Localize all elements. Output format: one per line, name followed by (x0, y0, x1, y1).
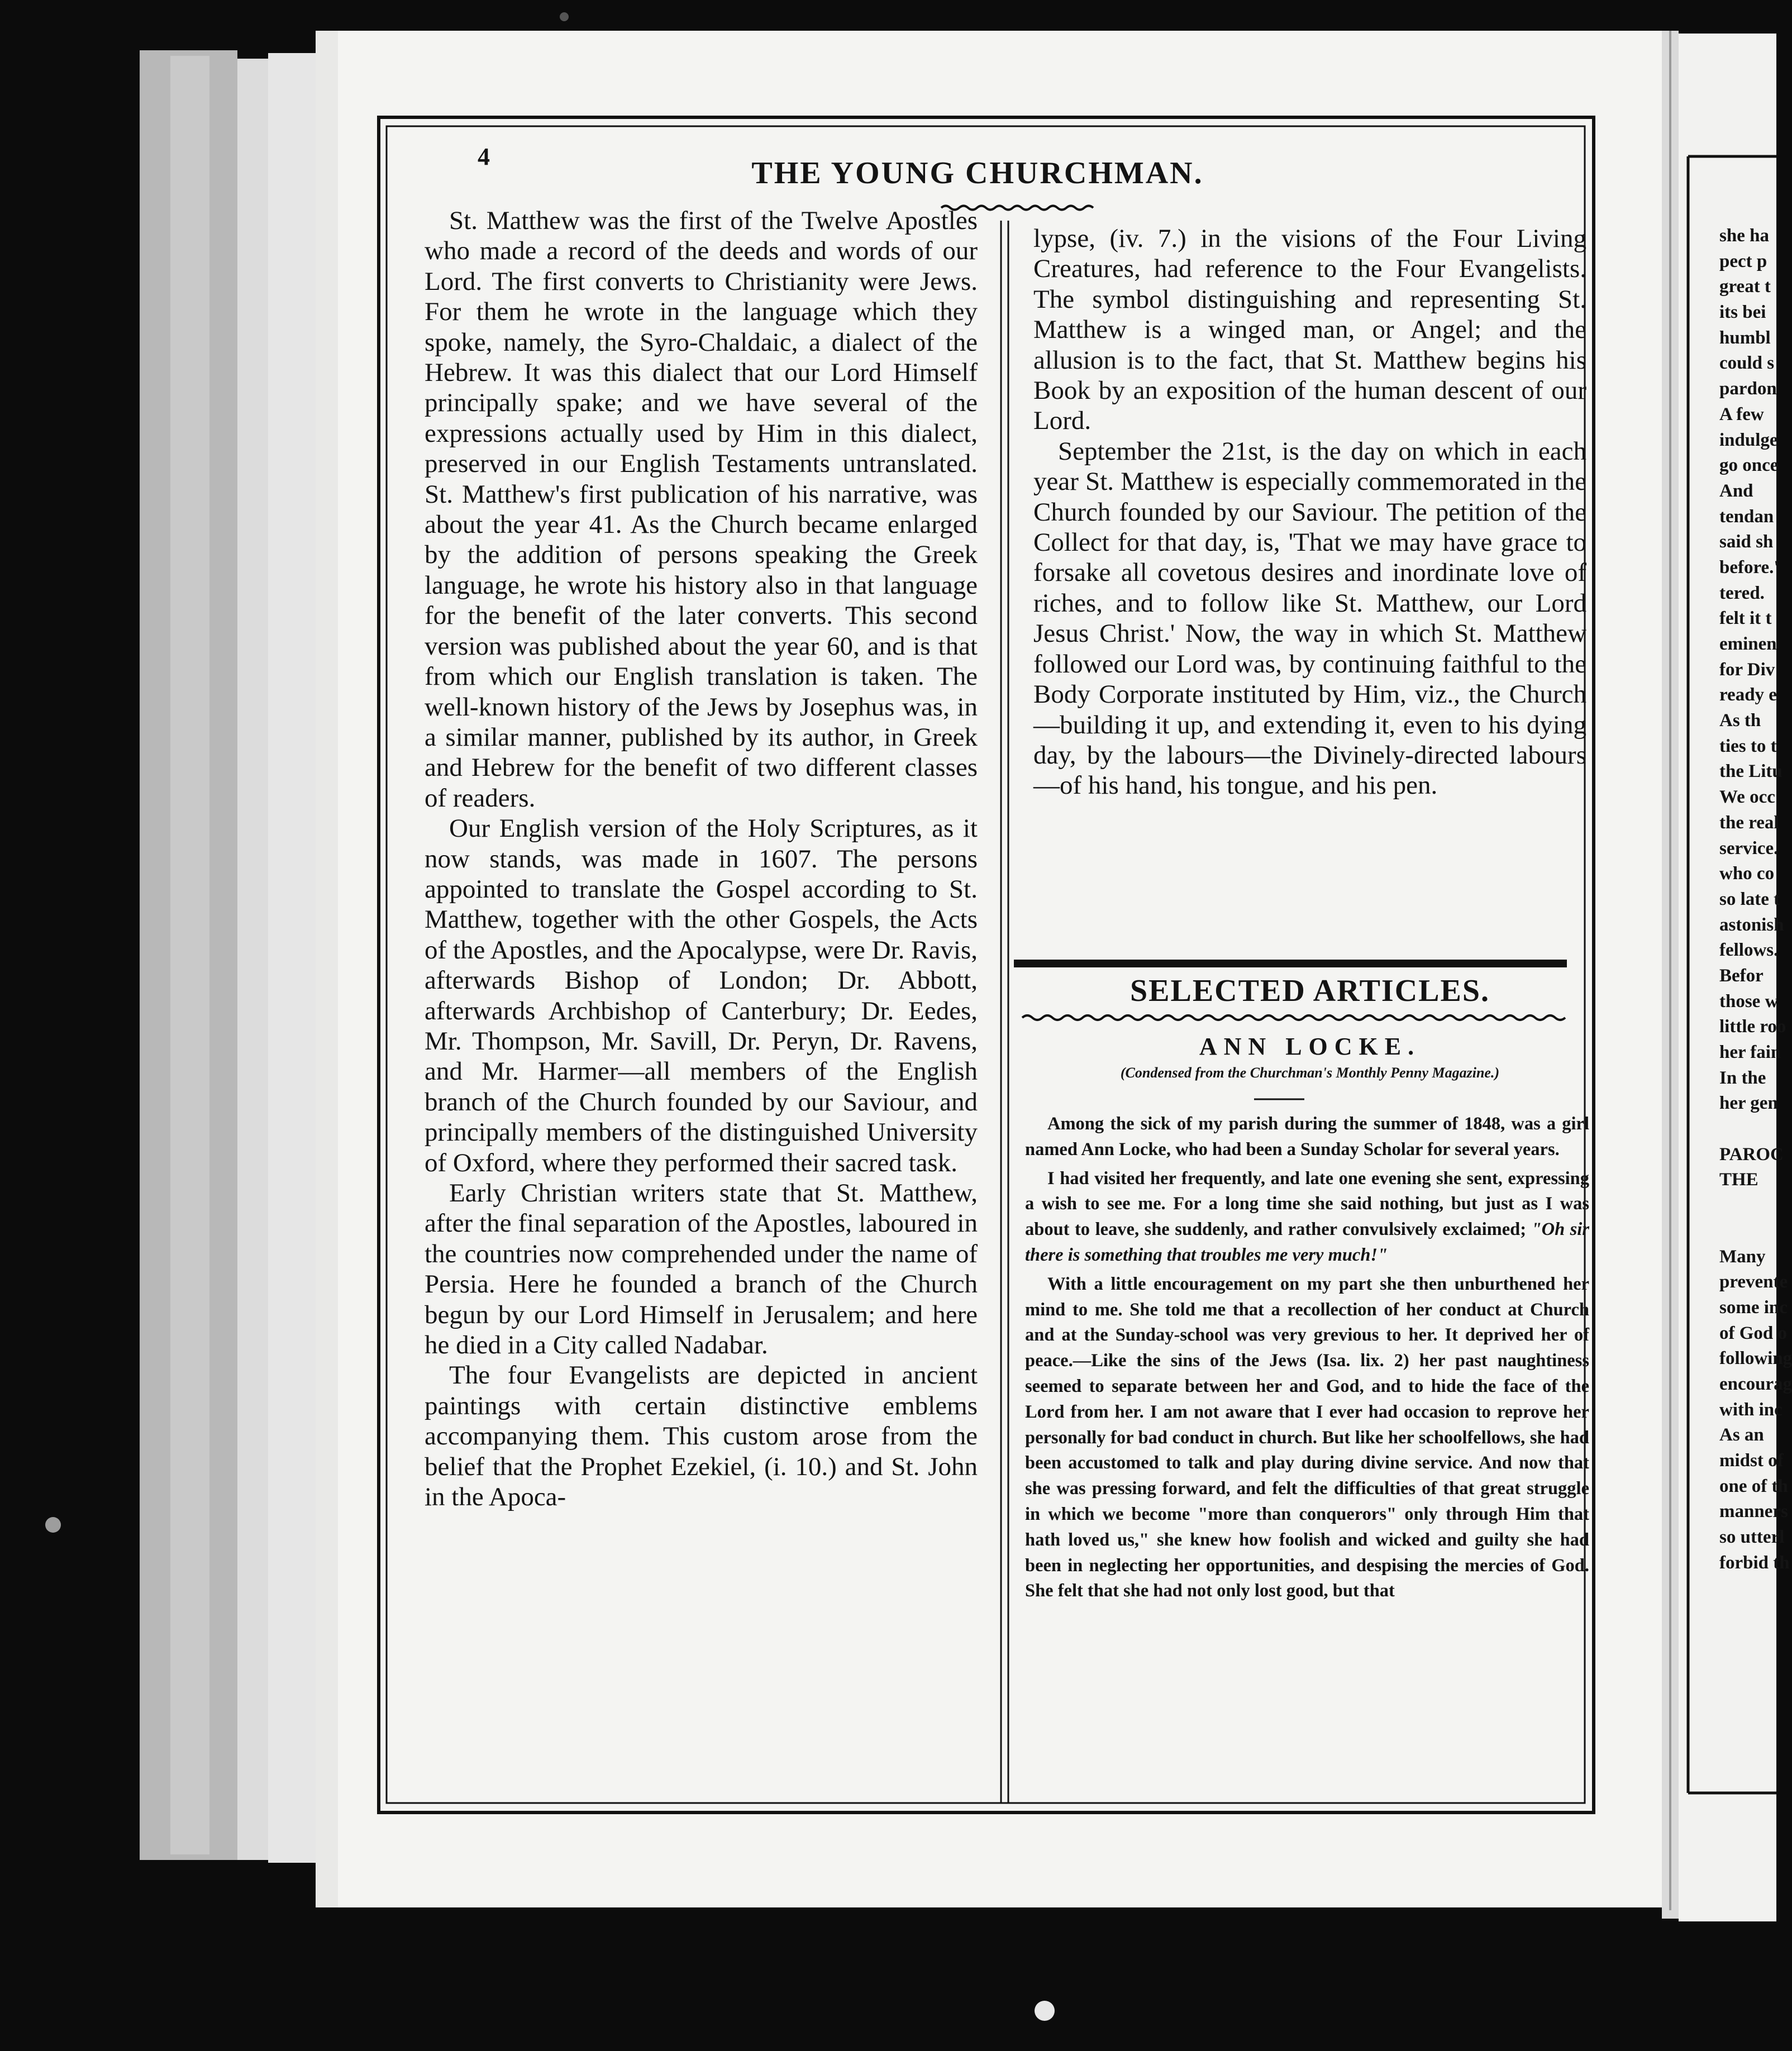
facing-page-line: those w (1719, 991, 1779, 1012)
facing-page-line: astonish (1719, 914, 1784, 935)
facing-page-line: tered. (1719, 583, 1765, 603)
facing-page-line: Befor (1719, 965, 1764, 986)
facing-page-line (1719, 1219, 1781, 1244)
paragraph: Early Christian writers state that St. Matthew, after the final separation of the Apostles, laboured in the countries now comprehended under the name of Persia. Here he founded a branch of the Church begun by our Lord Himself in Jerusalem; and here he died in a City called Nadabar. (425, 1179, 978, 1360)
facing-page-line: felt it t (1719, 608, 1772, 629)
article-paragraph: Among the sick of my parish during the summer of 1848, was a girl named Ann Locke, who had been a Sunday Scholar for several years. (1025, 1114, 1589, 1160)
facing-page-line: of God o (1719, 1323, 1788, 1343)
facing-page-line: little roo (1719, 1017, 1786, 1037)
facing-page-line: ready e (1719, 685, 1777, 705)
article-paragraph: With a little encouragement on my part she then unburthened her mind to me. She told me that a recollection of her conduct at Church and at the Sunday-school was very grevious to her. It deprived her of peace.—Like the sins of the Jews (Isa. lix. 2) her past naughtiness seemed to separate between her and God, and to hide the face of the Lord from her. I am not aware that I ever had occasion to reprove her personally for bad conduct in church. But like her schoolfellows, she had been accustomed to talk and play during divine service. And now that she was pressing forward, and felt the difficulties of that great struggle in which we become "more than conquerors" only through Him that hath loved us," she knew how foolish and wicked and guilty she had been in neglecting her opportunities, and despising the mercies of God. She felt that she had not only lost good, but that (1025, 1273, 1589, 1601)
facing-page-line: go once (1719, 455, 1779, 476)
facing-page-line: her fain (1719, 1042, 1781, 1062)
section-heading: SELECTED ARTICLES. (1129, 974, 1490, 1008)
running-head: THE YOUNG CHURCHMAN. (751, 156, 1204, 190)
article-paragraph (1025, 1166, 1589, 1268)
facing-page-line: As an (1719, 1425, 1764, 1446)
facing-page-line: Many (1719, 1246, 1766, 1267)
facing-page-line: And (1719, 480, 1753, 501)
facing-page-line: said sh (1719, 532, 1774, 552)
facing-page-line: its bei (1719, 302, 1766, 323)
facing-page-text (1719, 223, 1792, 1759)
facing-page-line: one of th (1719, 1476, 1788, 1496)
facing-page-line: As th (1719, 710, 1761, 731)
facing-page-line: A few (1719, 404, 1764, 424)
facing-page-line: THE (1719, 1170, 1758, 1190)
facing-page-line: she ha (1719, 226, 1769, 246)
paragraph: Our English version of the Holy Scriptures, as it now stands, was made in 1607. The persons appointed to translate the Gospel according to St. Matthew, together with the other Gospels, the Acts of the Apostles, and the Apocalypse, were Dr. Ravis, afterwards Bishop of London; Dr. Abbott, afterwards Archbishop of Canterbury; Dr. Eedes, Mr. Thompson, Mr. Savill, Dr. Peryn, Dr. Ravens, and Mr. Harmer—all members of the English branch of the Church founded by our Saviour, and principally members of the distinguished University of Oxford, where they performed their sacred task. (425, 814, 978, 1177)
facing-page-line: pect p (1719, 251, 1767, 271)
facing-page-line (1719, 1193, 1781, 1219)
facing-page-line: who co (1719, 864, 1775, 884)
facing-page-line (1719, 1117, 1781, 1142)
paragraph: St. Matthew was the first of the Twelve Apostles who made a record of the deeds and words of our Lord. The first converts to Christianity were Jews. For them he wrote in the language which they spoke, namely, the Syro-Chaldaic, a dialect of the Hebrew. It was this dialect that our Lord Himself principally spake; and we have several of the expressions actually used by Him in this dialect, preserved in our English Testaments untranslated. St. Matthew's first publication of his narrative, was about the year 41. As the Church became enlarged by the addition of persons speaking the Greek language, he wrote his history also in that language for the benefit of the later converts. This second version was published about the year 60, and is that from which our English translation is taken. The well-known history of the Jews by Josephus was, in a similar manner, published by its author, in Greek and Hebrew for the benefit of two different classes of readers. (425, 206, 978, 813)
facing-page-line: eminen (1719, 634, 1777, 654)
facing-page-line: We occ (1719, 787, 1775, 808)
facing-page-line: so utterl (1719, 1527, 1785, 1548)
facing-page-line: with inc (1719, 1399, 1783, 1420)
facing-page-line: could s (1719, 353, 1775, 374)
facing-page-line: tendan (1719, 506, 1774, 527)
facing-page-line: ties to t (1719, 736, 1777, 756)
facing-page-line: before.' (1719, 557, 1779, 578)
facing-page-line: encourag (1719, 1373, 1792, 1394)
facing-page-line: the Litu (1719, 761, 1783, 782)
article-quote: "Oh sir there is something that troubles me very much!" (1025, 1219, 1589, 1265)
facing-page-line: pardon (1719, 379, 1777, 399)
facing-page-line: some inc (1719, 1297, 1788, 1318)
section-rule (1014, 960, 1567, 967)
facing-page-line: the real (1719, 812, 1779, 833)
page-number: 4 (478, 143, 490, 170)
facing-page-line: PAROC (1719, 1144, 1784, 1165)
paragraph: The four Evangelists are depicted in ancient paintings with certain distinctive emblems accompanying them. This custom arose from the belief that the Prophet Ezekiel, (i. 10.) and St. John in the Apoca- (425, 1361, 978, 1512)
facing-page-line: great t (1719, 276, 1771, 297)
facing-page-line: her gen (1719, 1093, 1778, 1114)
facing-page-line: indulge (1719, 430, 1778, 450)
article-body (1025, 1112, 1589, 1631)
article-title: ANN LOCKE. (1199, 1033, 1421, 1060)
facing-page-line: manners (1719, 1501, 1788, 1522)
facing-page-line: fellows. (1719, 940, 1779, 961)
article-source: (Condensed from the Churchman's Monthly Penny Magazine.) (1120, 1065, 1500, 1081)
facing-page-line: following (1719, 1348, 1792, 1369)
facing-page-line: humbl (1719, 327, 1771, 348)
facing-page-line: midst of (1719, 1451, 1784, 1471)
facing-page-line: service. (1719, 838, 1779, 858)
facing-page-line: prevente (1719, 1272, 1788, 1292)
paragraph: September the 21st, is the day on which in each year St. Matthew is especially commemorated in the Church founded by our Saviour. The petition of the Collect for that day, is, 'That we may have grace to forsake all covetous desires and inordinate love of riches, and to follow like St. Matthew, our Lord Jesus Christ.' Now, the way in which St. Matthew followed our Lord was, by continuing faithful to the Body Corporate instituted by Him, viz., the Church—building it up, and extending it, even to his dying day, by the labours—the Divinely-directed labours—of his hand, his tongue, and his pen. (1033, 436, 1586, 800)
paragraph: lypse, (iv. 7.) in the visions of the Four Living Creatures, had reference to the Four Evangelists. The symbol distinguishing and representing St. Matthew is a winged man, or Angel; and the allusion is to the fact, that St. Matthew begins his Book by an exposition of the human descent of our Lord. (1033, 224, 1586, 436)
right-column (1033, 223, 1586, 927)
left-column (425, 206, 978, 1663)
facing-page-line: In the (1719, 1067, 1766, 1088)
facing-page-line: for Div (1719, 659, 1775, 680)
article-text: I had visited her frequently, and late one evening she sent, expressing a wish to see me. For a long time she said nothing, but just as I was about to leave, she suddenly, and rather convulsively exclaimed; (1025, 1168, 1589, 1240)
facing-page-line: forbid th (1719, 1552, 1790, 1573)
facing-page-line: so late t (1719, 889, 1780, 909)
